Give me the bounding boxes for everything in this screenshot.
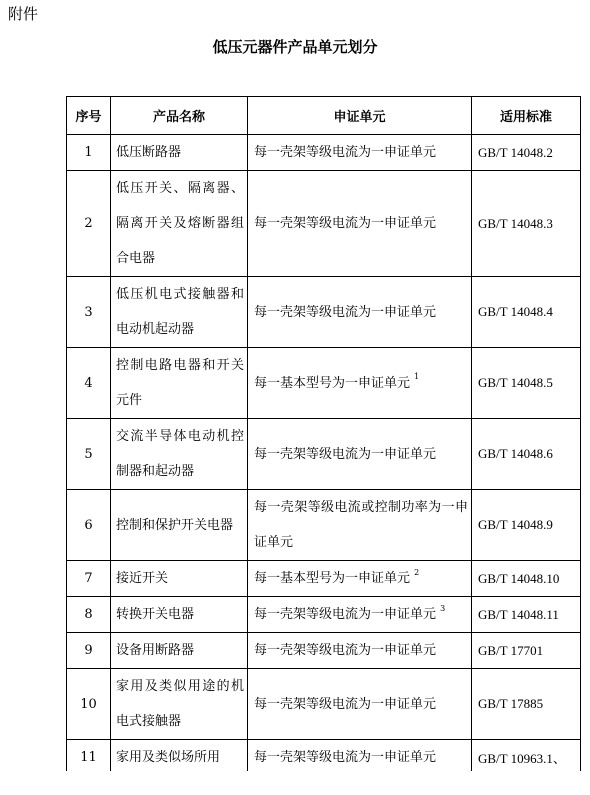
application-unit-cell-text: 每一壳架等级电流为一申证单元 — [254, 696, 437, 712]
product-name-cell — [111, 171, 248, 277]
product-name-cell — [111, 597, 248, 633]
application-unit-cell-text: 每一壳架等级电流为一申证单元 — [254, 145, 437, 160]
header-product-name: 产品名称 — [111, 97, 248, 135]
table-row — [67, 633, 581, 669]
serial-no-cell-text: 2 — [84, 216, 93, 231]
table-row — [67, 561, 581, 597]
table-row — [67, 277, 581, 348]
standard-cell — [472, 171, 581, 277]
application-unit-cell-text: 每一基本型号为一申证单元 — [254, 571, 411, 586]
application-unit-cell-text: 每一基本型号为一申证单元 — [254, 375, 411, 391]
product-name-cell — [111, 561, 248, 597]
attachment-label: 附件 — [8, 5, 39, 23]
application-unit-cell-text: 每一壳架等级电流为一申证单元 — [254, 643, 437, 658]
product-name-cell-text: 家用及类似用途的机电式接触器 — [116, 679, 244, 729]
application-unit-cell-text: 每一壳架等级电流为一申证单元 — [254, 446, 437, 462]
standard-cell-text: GB/T 14048.2 — [478, 144, 553, 160]
product-name-cell — [111, 490, 248, 561]
product-name-cell — [111, 633, 248, 669]
serial-no-cell-text: 8 — [84, 607, 93, 622]
standard-cell — [472, 561, 581, 597]
table-row — [67, 348, 581, 419]
application-unit-cell-text: 每一壳架等级电流为一申证单元 — [254, 304, 437, 320]
serial-no-cell-text: 3 — [84, 304, 93, 320]
product-name-cell — [111, 277, 248, 348]
table-body — [67, 135, 581, 776]
application-unit-cell-text: 每一壳架等级电流或控制功率为一申证单元 — [254, 500, 468, 550]
standard-cell-text: GB/T 14048.5 — [478, 375, 553, 390]
standard-cell — [472, 135, 581, 171]
serial-no-cell-text: 4 — [84, 375, 93, 391]
product-name-cell-text: 接近开关 — [116, 571, 169, 586]
application-unit-cell — [248, 561, 472, 597]
standard-cell — [472, 669, 581, 740]
standard-cell-text: GB/T 14048.10 — [478, 570, 560, 586]
table-row — [67, 419, 581, 490]
standard-cell — [472, 348, 581, 419]
serial-no-cell — [67, 597, 111, 633]
standard-cell — [472, 419, 581, 490]
standard-cell-text: GB/T 14048.4 — [478, 304, 553, 319]
standard-cell-text: GB/T 14048.3 — [478, 215, 553, 231]
product-unit-table — [66, 96, 581, 776]
product-name-cell — [111, 669, 248, 740]
table-row — [67, 669, 581, 740]
serial-no-cell-text: 6 — [84, 517, 93, 533]
serial-no-cell — [67, 171, 111, 277]
standard-cell-text: GB/T 17885 — [478, 696, 544, 711]
standard-cell — [472, 277, 581, 348]
application-unit-cell — [248, 490, 472, 561]
application-unit-cell — [248, 669, 472, 740]
table-row — [67, 490, 581, 561]
product-name-cell-text: 转换开关电器 — [116, 607, 195, 622]
standard-cell-text: GB/T 14048.9 — [478, 517, 553, 532]
product-name-cell-text: 低压断路器 — [116, 145, 182, 160]
standard-cell-text: GB/T 14048.11 — [478, 606, 559, 622]
serial-no-cell-text: 1 — [84, 145, 93, 160]
application-unit-cell — [248, 419, 472, 490]
application-unit-cell-text: 每一壳架等级电流为一申证单元 — [254, 607, 437, 622]
serial-no-cell — [67, 135, 111, 171]
serial-no-cell-text: 9 — [84, 643, 93, 658]
standard-cell-text: GB/T 10963.1、 — [478, 751, 566, 766]
application-unit-cell — [248, 348, 472, 419]
application-unit-cell-text: 每一壳架等级电流为一申证单元 — [254, 750, 437, 765]
header-serial-no: 序号 — [67, 97, 111, 135]
serial-no-cell — [67, 490, 111, 561]
table-row — [67, 171, 581, 277]
application-unit-cell — [248, 633, 472, 669]
serial-no-cell-text: 10 — [80, 696, 97, 712]
product-name-cell-text: 低压机电式接触器和电动机起动器 — [116, 287, 244, 337]
table-row — [67, 135, 581, 171]
header-application-unit: 申证单元 — [248, 97, 472, 135]
product-name-cell-text: 家用及类似场所用 — [116, 750, 221, 765]
standard-cell — [472, 633, 581, 669]
table-row — [67, 597, 581, 633]
standard-cell — [472, 490, 581, 561]
page-cut-edge — [0, 771, 590, 795]
application-unit-cell — [248, 171, 472, 277]
serial-no-cell — [67, 419, 111, 490]
document-title: 低压元器件产品单元划分 — [212, 38, 378, 56]
footnote-marker: 2 — [414, 567, 420, 577]
serial-no-cell — [67, 277, 111, 348]
serial-no-cell-text: 7 — [84, 571, 93, 586]
serial-no-cell — [67, 348, 111, 419]
application-unit-cell-text: 每一壳架等级电流为一申证单元 — [254, 216, 437, 231]
serial-no-cell-text: 11 — [80, 750, 97, 765]
application-unit-cell — [248, 277, 472, 348]
product-name-cell-text: 设备用断路器 — [116, 643, 195, 658]
standard-cell-text: GB/T 14048.6 — [478, 446, 553, 461]
table-header-row — [67, 97, 581, 135]
product-name-cell-text: 控制电路电器和开关元件 — [116, 358, 244, 408]
product-name-cell-text: 交流半导体电动机控制器和起动器 — [116, 429, 244, 479]
product-name-cell-text: 控制和保护开关电器 — [116, 517, 234, 533]
serial-no-cell — [67, 561, 111, 597]
serial-no-cell — [67, 669, 111, 740]
application-unit-cell — [248, 597, 472, 633]
serial-no-cell — [67, 633, 111, 669]
product-name-cell — [111, 419, 248, 490]
header-applicable-standard: 适用标准 — [472, 97, 581, 135]
product-name-cell — [111, 135, 248, 171]
standard-cell-text: GB/T 17701 — [478, 642, 544, 658]
product-name-cell-text: 低压开关、隔离器、隔离开关及熔断器组合电器 — [116, 181, 244, 266]
standard-cell — [472, 597, 581, 633]
footnote-marker: 3 — [440, 603, 446, 613]
application-unit-cell — [248, 135, 472, 171]
product-name-cell — [111, 348, 248, 419]
footnote-marker: 1 — [414, 372, 420, 382]
serial-no-cell-text: 5 — [84, 446, 93, 462]
